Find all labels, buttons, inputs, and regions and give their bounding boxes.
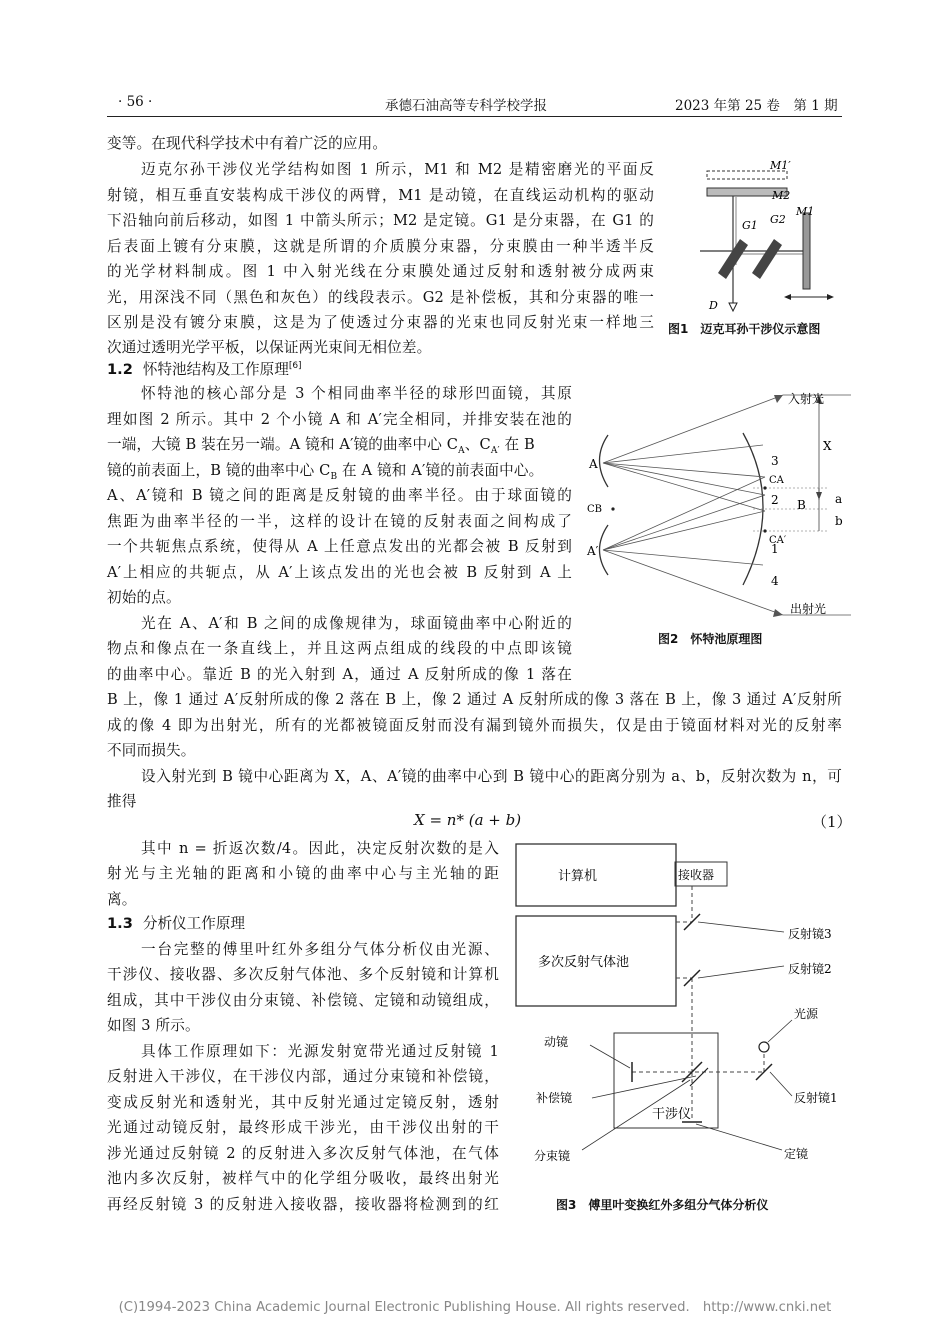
paragraph-michelson-line-1: 迈克尔孙干涉仪光学结构如图 1 所示，M1 和 M2 是精密磨光的平面反: [141, 161, 654, 178]
paragraph-imaging-line-4: B 上，像 1 通过 A′反射所成的像 2 落在 B 上，像 2 通过 A 反射所成的像 3 落在 B 上，像 3 通过 A′反射所: [107, 691, 842, 708]
mirror-a: [600, 435, 609, 487]
paragraph-imaging-line-6: 不同而损失。: [107, 742, 196, 759]
paragraph-michelson-line-3: 下沿轴向前后移动，如图 1 中箭头所示；M2 是定镜。G1 是分束器，在 G1 的: [107, 212, 654, 229]
paragraph-n-def-line-1: 其中 n = 折返次数/4。因此，决定反射次数的是入: [141, 840, 499, 857]
paragraph-white-cell-line-4: 镜的前表面上，B 镜的曲率中心 $C_B$ 在 A 镜和 A′镜的前表面中心。: [107, 462, 544, 482]
figure-1-michelson: [680, 155, 855, 315]
label-receiver: 接收器: [678, 868, 715, 882]
m1-mirror: [803, 213, 810, 289]
paragraph-working-line-3: 变成反射光和透射光，其中反射光通过定镜反射，透射: [107, 1094, 499, 1111]
light-source-icon: [759, 1042, 769, 1052]
label-fixed-mirror: 定镜: [784, 1147, 809, 1161]
paragraph-working-line-5: 涉光通过反射镜 2 的反射进入多次反射气体池，在气体: [107, 1145, 499, 1162]
label-interferometer: 干涉仪: [652, 1107, 692, 1122]
paragraph-n-def-line-3: 离。: [107, 891, 137, 908]
section-title: 分析仪工作原理: [142, 915, 246, 932]
paragraph-white-cell-line-2: 理如图 2 所示。其中 2 个小镜 A 和 A′完全相同，并排安装在池的: [107, 411, 572, 428]
paragraph-analyzer-line-4: 如图 3 所示。: [107, 1017, 200, 1034]
label-d: D: [709, 299, 718, 312]
equation-number: （1）: [812, 813, 852, 831]
label-image-2: 2: [771, 493, 779, 507]
paragraph-analyzer-line-3: 组成，其中干涉仪由分束镜、补偿镜、定镜和动镜组成，: [107, 992, 499, 1009]
paragraph-white-cell-line-6: 焦距为曲率半径的一半，这样的设计在镜的反射表面之间构成了: [107, 513, 572, 530]
paragraph-working-line-2: 反射进入干涉仪，在干涉仪内部，通过分束镜和补偿镜，: [107, 1068, 499, 1085]
page-number: · 56 ·: [118, 94, 153, 110]
paragraph-n-def-line-2: 射光与主光轴的距离和小镜的曲率中心与主光轴的距: [107, 865, 499, 882]
section-1-2-heading: [107, 358, 302, 379]
citation-ref: [6]: [288, 361, 302, 372]
paragraph-michelson-line-7: 区别是没有镀分束膜，这是为了使透过分束器的光束也同反射光束一样地三: [107, 314, 654, 331]
paragraph-imaging-line-3: 的曲率中心。靠近 B 的光入射到 A，通过 A 反射所成的像 1 落在: [107, 666, 572, 683]
label-light-source: 光源: [794, 1007, 819, 1021]
section-number: 1.2: [107, 361, 133, 378]
paragraph-setup-line-1: 设入射光到 B 镜中心距离为 X，A、A′镜的曲率中心到 B 镜中心的距离分别为 a、b，反射次数为 n，可: [141, 768, 842, 785]
label-computer: 计算机: [558, 869, 598, 884]
label-x: X: [823, 439, 832, 453]
label-incident: 入射光: [788, 392, 825, 406]
paragraph-imaging-line-5: 成的像 4 即为出射光，所有的光都被镜面反射而没有漏到镜外而损失，仅是由于镜面材料对光的反射率: [107, 717, 842, 734]
label-a-distance: a: [835, 492, 843, 506]
paragraph-white-cell-line-9: 初始的点。: [107, 589, 181, 606]
label-a-prime-mirror: A′: [587, 544, 599, 558]
label-m1: M1: [796, 205, 815, 218]
label-ca: CA: [769, 475, 784, 486]
label-outgoing: 出射光: [790, 602, 827, 616]
issue-info: 2023 年第 25 卷 第 1 期: [675, 98, 838, 114]
label-mirror-2: 反射镜2: [788, 962, 832, 976]
paragraph-white-cell-line-1: 怀特池的核心部分是 3 个相同曲率半径的球形凹面镜，其原: [141, 385, 572, 402]
label-beam-splitter: 分束镜: [534, 1149, 571, 1163]
paragraph-analyzer-line-2: 干涉仪、接收器、多次反射气体池、多个反射镜和计算机: [107, 966, 499, 983]
paragraph-working-line-7: 再经反射镜 3 的反射进入接收器，接收器将检测到的红: [107, 1196, 499, 1213]
paragraph-analyzer-line-1: 一台完整的傅里叶红外多组分气体分析仪由光源、: [141, 941, 499, 958]
paragraph-white-cell-line-8: A′上相应的共轭点，从 A′上该点发出的光也会被 B 反射到 A 上: [107, 564, 572, 581]
paragraph-white-cell-line-3: 一端，大镜 B 装在另一端。A 镜和 A′镜的曲率中心 $C_A$、$C_{A'}$ 在 B: [107, 436, 535, 456]
paragraph-setup-line-2: 推得: [107, 793, 137, 810]
label-b-mirror: B: [797, 498, 806, 512]
label-cb: CB: [587, 504, 602, 515]
paragraph-working-line-1: 具体工作原理如下：光源发射宽带光通过反射镜 1: [141, 1043, 499, 1060]
paragraph-working-line-6: 池内多次反射，被样气中的化学组分吸收，最终出射光: [107, 1170, 499, 1187]
label-m2: M2: [772, 189, 791, 202]
paragraph-imaging-line-2: 物点和像点在一条直线上，并且这两点组成的线段的中点即该镜: [107, 640, 572, 657]
paragraph-michelson-line-6: 光，用深浅不同（黑色和灰色）的线段表示。G2 是补偿板，其和分束器的唯一: [107, 289, 654, 306]
label-ca-prime: CA′: [769, 535, 787, 546]
paragraph-michelson-line-2: 射镜，相互垂直安装构成干涉仪的两臂，M1 是动镜，在直线运动机构的驱动: [107, 187, 654, 204]
paragraph-white-cell-line-5: A、A′镜和 B 镜之间的距离是反射镜的曲率半径。由于球面镜的: [107, 487, 572, 504]
section-number: 1.3: [107, 915, 133, 932]
figure-3-caption: 图3 傅里叶变换红外多组分气体分析仪: [556, 1198, 769, 1212]
header-rule: [107, 116, 842, 117]
paragraph-michelson-line-8: 次通过透明光学平板，以保证两光束间无相位差。: [107, 339, 432, 356]
g2-compensator: [752, 239, 782, 279]
label-g1: G1: [742, 219, 758, 232]
paragraph-michelson-line-5: 的光学材料制成。图 1 中入射光线在分束膜处通过反射和透射被分成两束: [107, 263, 654, 280]
copyright-footer: (C)1994-2023 China Academic Journal Electronic Publishing House. All rights reserved. http://www.cnki.net: [118, 1300, 832, 1315]
paragraph-continued: 变等。在现代科学技术中有着广泛的应用。: [107, 135, 388, 152]
equation-1: X = n* (a + b): [414, 811, 522, 829]
label-m1-prime: M1′: [770, 159, 791, 172]
figure-1-caption: 图1 迈克耳孙干涉仪示意图: [668, 322, 821, 336]
label-b-distance: b: [835, 514, 843, 528]
label-a-mirror: A: [589, 457, 598, 471]
paragraph-working-line-4: 光通过动镜反射，最终形成干涉光，由干涉仪出射的干: [107, 1119, 499, 1136]
label-mirror-1: 反射镜1: [794, 1091, 838, 1105]
paragraph-white-cell-line-7: 一个共轭焦点系统，使得从 A 上任意点发出的光都会被 B 反射到: [107, 538, 572, 555]
paragraph-michelson-line-4: 后表面上镀有分束膜，这就是所谓的介质膜分束器，分束膜由一种半透半反: [107, 238, 654, 255]
section-title: 怀特池结构及工作原理: [142, 361, 289, 378]
label-image-3: 3: [771, 454, 779, 468]
figure-3-analyzer: [512, 840, 852, 1180]
figure-2-caption: 图2 怀特池原理图: [658, 632, 763, 646]
label-g2: G2: [770, 213, 786, 226]
figure-2-white-cell: [583, 385, 853, 625]
label-image-4: 4: [771, 574, 779, 588]
m1-prime-image-mirror: [707, 171, 787, 179]
label-mirror-3: 反射镜3: [788, 927, 832, 941]
section-1-3-heading: [107, 912, 245, 933]
label-gas-cell: 多次反射气体池: [538, 955, 630, 970]
label-moving-mirror: 动镜: [544, 1035, 569, 1049]
journal-name: 承德石油高等专科学校学报: [385, 98, 547, 114]
label-compensator: 补偿镜: [536, 1091, 573, 1105]
label-image-1: 1: [771, 542, 779, 556]
paragraph-imaging-line-1: 光在 A、A′和 B 之间的成像规律为，球面镜曲率中心附近的: [141, 615, 572, 632]
